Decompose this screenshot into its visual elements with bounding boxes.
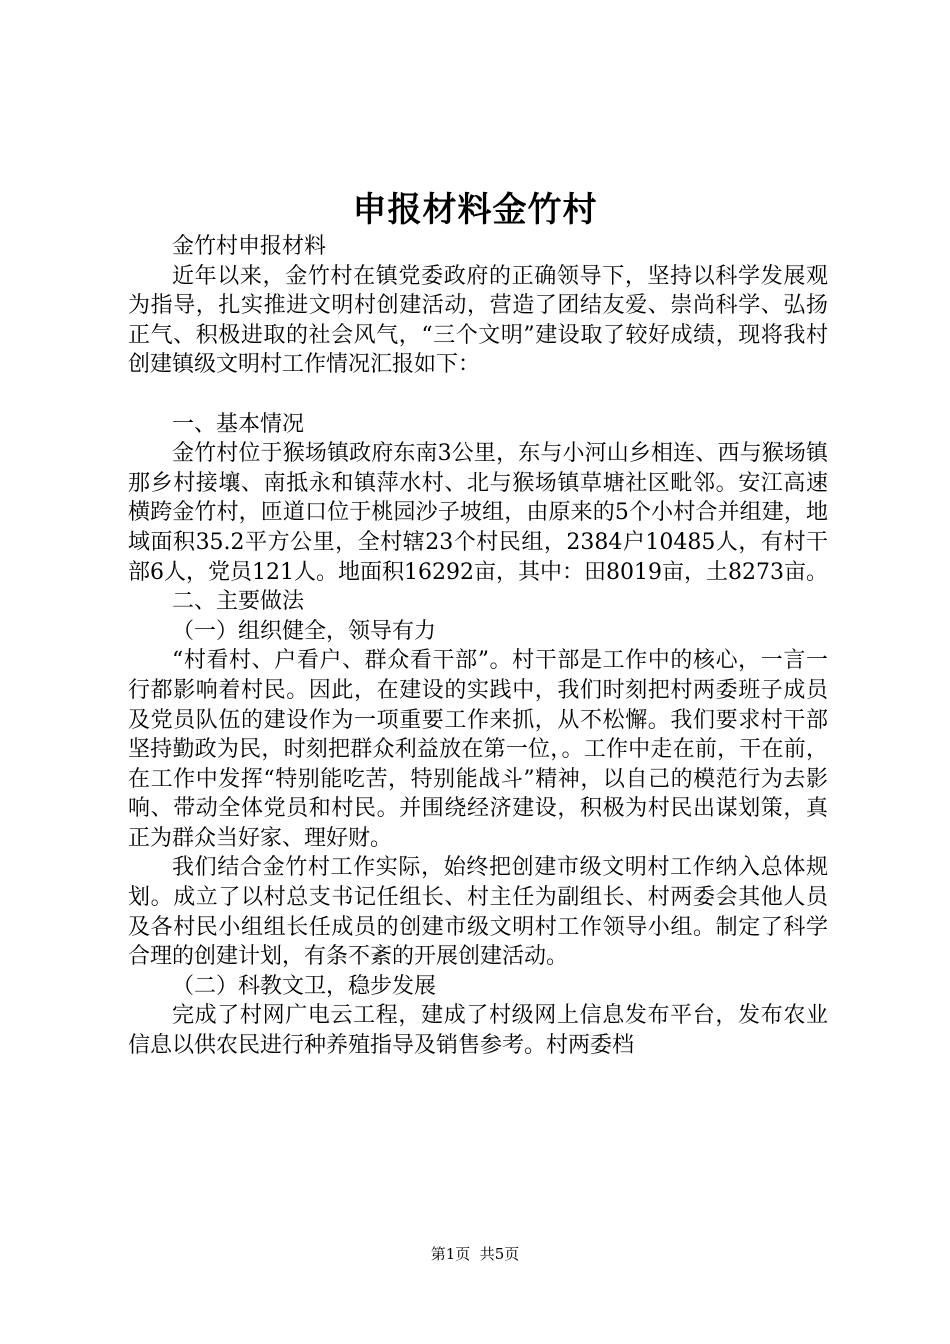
paragraph-subtitle: 金竹村申报材料 [172, 234, 327, 259]
paragraph-organization-2: 我们结合金竹村工作实际，始终把创建市级文明村工作纳入总体规划。成立了以村总支书记任组长、村主任为副组长、村两委会其他人员及各村民小组组长任成员的创建市级文明村工作领导小组。制定了科学合理的创建计划，有条不紊的开展创建活动。 [128, 855, 828, 970]
subsection-heading-organization: （一）组织健全，领导有力 [172, 618, 437, 644]
paragraph-basic-info: 金竹村位于猴场镇政府东南3公里，东与小河山乡相连、西与猴场镇那乡村接壤、南抵永和镇萍水村、北与猴场镇草塘社区毗邻。安江高速横跨金竹村，匝道口位于桃园沙子坡组，由原来的5个小村合并组建，地域面积35.2平方公里，全村辖23个村民组，2384户10485人，有村干部6人，党员121人。地面积16292亩，其中：田8019亩，土8273亩。 [128, 441, 828, 585]
page-footer [0, 1243, 950, 1264]
subsection-heading-education: （二）科教文卫，稳步发展 [172, 973, 437, 999]
section-heading-methods: 二、主要做法 [172, 589, 305, 615]
section-heading-basic: 一、基本情况 [172, 411, 305, 437]
page-number-label: 第1页 共5页 [430, 1245, 520, 1263]
paragraph-organization-1: “村看村、户看户、群众看干部”。村干部是工作中的核心，一言一行都影响着村民。因此，在建设的实践中，我们时刻把村两委班子成员及党员队伍的建设作为一项重要工作来抓，从不松懈。我们要求村干部坚持勤政为民，时刻把群众利益放在第一位，。工作中走在前，干在前，在工作中发挥“特别能吃苦，特别能战斗”精神，以自己的模范行为去影响、带动全体党员和村民。并围绕经济建设，积极为村民出谋划策，真正为群众当好家、理好财。 [128, 648, 828, 851]
paragraph-education-1: 完成了村网广电云工程，建成了村级网上信息发布平台，发布农业信息以供农民进行种养殖指导及销售参考。村两委档 [128, 1003, 828, 1059]
document-body [128, 232, 828, 1061]
paragraph-intro: 近年以来，金竹村在镇党委政府的正确领导下，坚持以科学发展观为指导，扎实推进文明村创建活动，营造了团结友爱、崇尚科学、弘扬正气、积极进取的社会风气，“三个文明”建设取了较好成绩，现将我村创建镇级文明村工作情况汇报如下： [128, 263, 828, 378]
document-title: 申报材料金竹村 [352, 190, 598, 230]
